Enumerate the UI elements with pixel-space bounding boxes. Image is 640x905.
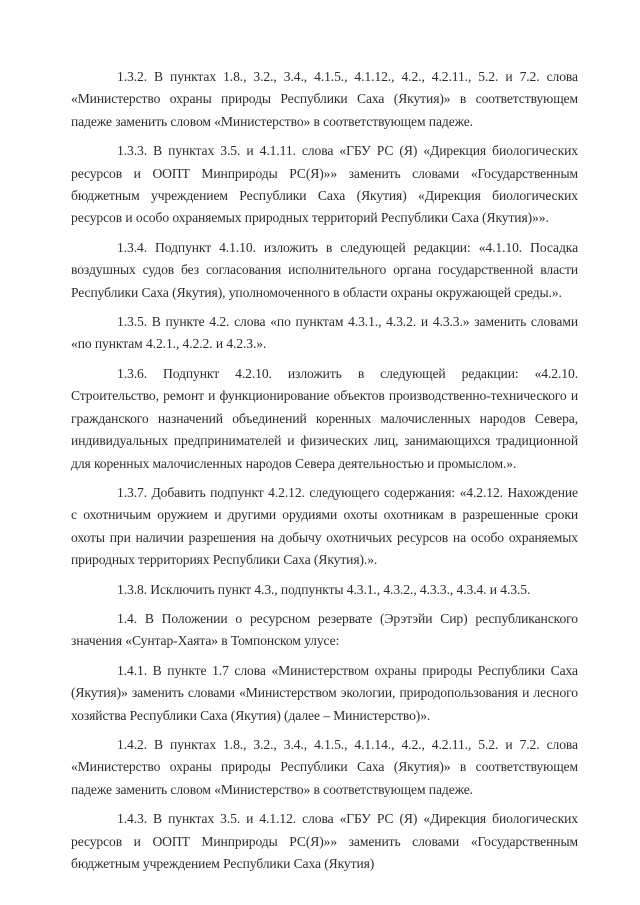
paragraph-1-3-2: 1.3.2. В пунктах 1.8., 3.2., 3.4., 4.1.5., 4.1.12., 4.2., 4.2.11., 5.2. и 7.2. слова «Министерство охраны природы Республики Саха (Якутия)» в соответствующем падеже заменить словом «Министерство» в соответствующем падеже.	[71, 69, 578, 129]
document-page	[71, 66, 578, 882]
paragraph-1-3-7: 1.3.7. Добавить подпункт 4.2.12. следующего содержания: «4.2.12. Нахождение с охотничьим оружием и другими орудиями охоты охотникам в разрешенные сроки охоты при наличии разрешения на добычу охотничьих ресурсов на особо охраняемых природных территориях Республики Саха (Якутия).».	[71, 484, 578, 568]
paragraph-1-3-4: 1.3.4. Подпункт 4.1.10. изложить в следующей редакции: «4.1.10. Посадка воздушных судов без согласования исполнительного органа государственной власти Республики Саха (Якутия), уполномоченного в области охраны окружающей среды.».	[71, 239, 578, 300]
paragraph-1-3-5: 1.3.5. В пункте 4.2. слова «по пунктам 4.3.1., 4.3.2. и 4.3.3.» заменить словами «по пунктам 4.2.1., 4.2.2. и 4.2.3.».	[71, 314, 578, 352]
paragraph-1-4-1: 1.4.1. В пункте 1.7 слова «Министерством охраны природы Республики Саха (Якутия)» заменить словами «Министерством экологии, природопользования и лесного хозяйства Республики Саха (Якутия) (далее – Министерство)».	[71, 662, 578, 723]
paragraph-1-3-3: 1.3.3. В пунктах 3.5. и 4.1.11. слова «ГБУ РС (Я) «Дирекция биологических ресурсов и ООПТ Минприроды РС(Я)»» заменить словами «Государственным бюджетным учреждением Республики Саха (Якутия) «Дирекция биологических ресурсов и особо охраняемых природных территорий Республики Саха (Якутия)»».	[71, 143, 578, 226]
paragraph-1-3-6: 1.3.6. Подпункт 4.2.10. изложить в следующей редакции: «4.2.10. Строительство, ремонт и функционирование объектов производственно-технического и гражданского назначений объединений коренных малочисленных народов Севера, индивидуальных предпринимателей и физических лиц, занимающихся традиционной для коренных малочисленных народов Севера деятельностью и промыслом.».	[71, 365, 578, 471]
paragraph-1-4: 1.4. В Положении о ресурсном резервате (Эрэтэйи Сир) республиканского значения «Сунтар-Хаята» в Томпонском улусе:	[71, 610, 578, 649]
paragraph-1-4-2: 1.4.2. В пунктах 1.8., 3.2., 3.4., 4.1.5., 4.1.14., 4.2., 4.2.11., 5.2. и 7.2. слова «Министерство охраны природы Республики Саха (Якутия)» в соответствующем падеже заменить словом «Министерство» в соответствующем падеже.	[71, 736, 578, 797]
paragraph-1-4-3: 1.4.3. В пунктах 3.5. и 4.1.12. слова «ГБУ РС (Я) «Дирекция биологических ресурсов и ООПТ Минприроды РС(Я)»» заменить словами «Государственным бюджетным учреждением Республики Саха (Якутия)	[71, 811, 578, 871]
paragraph-1-3-8: 1.3.8. Исключить пункт 4.3., подпункты 4.3.1., 4.3.2., 4.3.3., 4.3.4. и 4.3.5.	[117, 581, 531, 597]
